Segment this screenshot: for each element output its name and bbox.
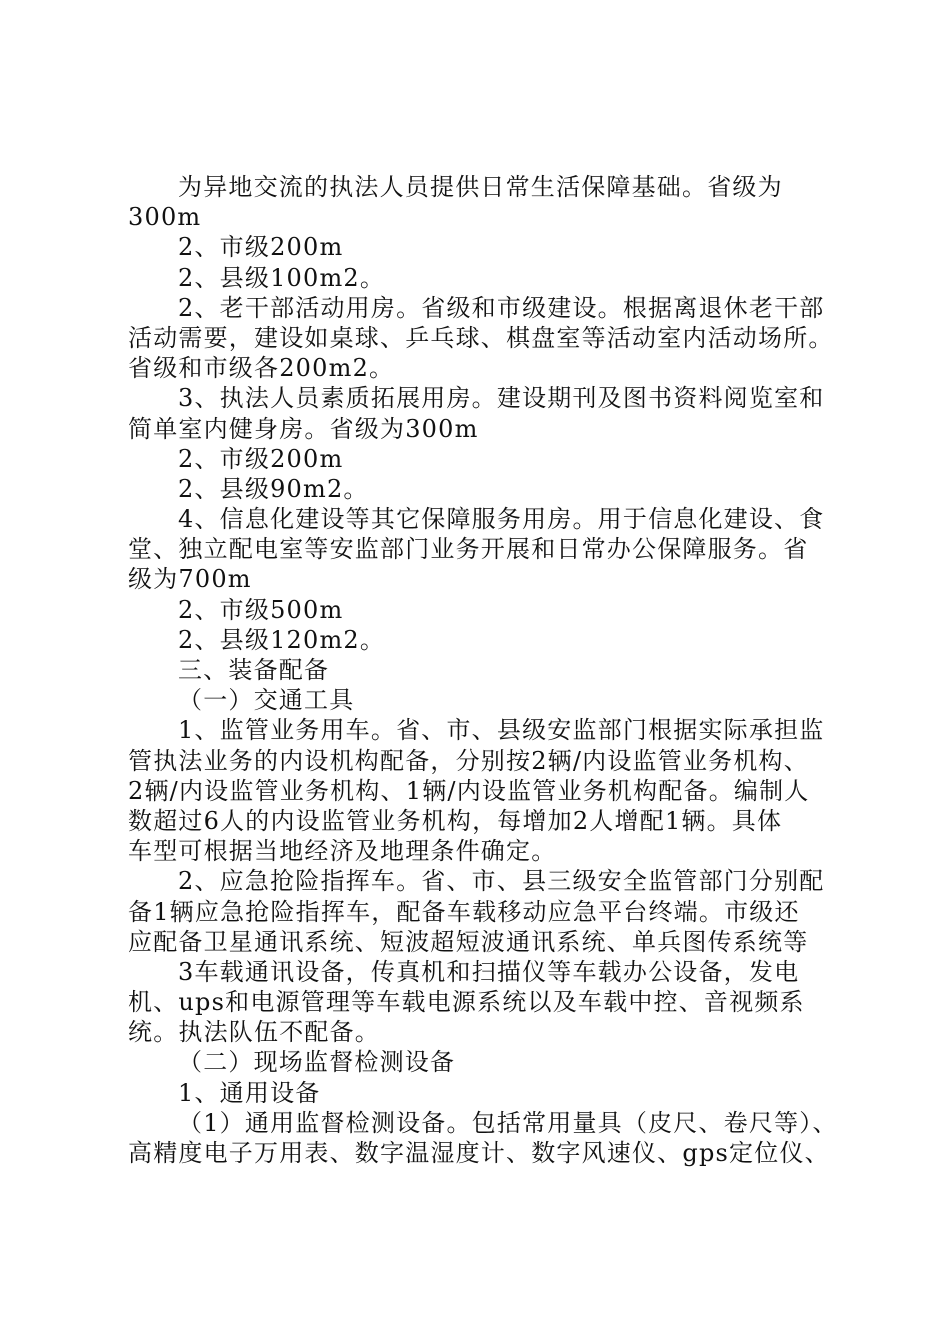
document-line: 300m	[128, 203, 202, 232]
document-line: 机、ups和电源管理等车载电源系统以及车载中控、音视频系	[128, 988, 805, 1017]
document-line: 2、老干部活动用房。省级和市级建设。根据离退休老干部	[178, 293, 825, 322]
document-line: （二）现场监督检测设备	[178, 1048, 456, 1077]
document-line: 2、县级120m2。	[178, 625, 386, 654]
document-line: 3车载通讯设备，传真机和扫描仪等车载办公设备，发电	[178, 957, 800, 986]
document-line: 三、装备配备	[178, 656, 330, 684]
document-line: 管执法业务的内设机构配备，分别按2辆/内设监管业务机构、	[128, 746, 809, 775]
document-line: 省级和市级各200m2。	[128, 354, 395, 383]
document-line: 4、信息化建设等其它保障服务用房。用于信息化建设、食	[178, 505, 825, 534]
document-line: 2、县级90m2。	[178, 474, 369, 503]
document-line: 高精度电子万用表、数字温湿度计、数字风速仪、gps定位仪、	[128, 1139, 830, 1167]
document-line: 数超过6人的内设监管业务机构，每增加2人增配1辆。具体	[128, 806, 783, 835]
document-line: 1、通用设备	[178, 1078, 321, 1107]
document-line: 2、市级200m	[178, 233, 344, 262]
document-line: （一）交通工具	[178, 686, 355, 715]
document-line: 备1辆应急抢险指挥车，配备车载移动应急平台终端。市级还	[128, 897, 800, 926]
document-line: 级为700m	[128, 565, 252, 594]
document-line: 2、市级500m	[178, 595, 344, 624]
document-line: 3、执法人员素质拓展用房。建设期刊及图书资料阅览室和	[178, 384, 825, 413]
document-line: 2、县级100m2。	[178, 263, 386, 292]
document-line: 2、市级200m	[178, 444, 344, 473]
document-body	[128, 172, 838, 1168]
document-line: 统。执法队伍不配备。	[128, 1018, 380, 1047]
document-line: 活动需要，建设如桌球、乒乓球、棋盘室等活动室内活动场所。	[128, 323, 834, 352]
document-line: 车型可根据当地经济及地理条件确定。	[128, 837, 557, 866]
document-line: 2、应急抢险指挥车。省、市、县三级安全监管部门分别配	[178, 867, 825, 896]
document-line: 1、监管业务用车。省、市、县级安监部门根据实际承担监	[178, 716, 825, 745]
document-line: （1）通用监督检测设备。包括常用量具（皮尺、卷尺等）、	[178, 1108, 838, 1137]
document-line: 简单室内健身房。省级为300m	[128, 414, 479, 443]
document-line: 应配备卫星通讯系统、短波超短波通讯系统、单兵图传系统等	[128, 927, 809, 956]
document-line: 为异地交流的执法人员提供日常生活保障基础。省级为	[178, 173, 783, 201]
document-line: 堂、独立配电室等安监部门业务开展和日常办公保障服务。省	[128, 535, 809, 564]
document-line: 2辆/内设监管业务机构、1辆/内设监管业务机构配备。编制人	[128, 776, 810, 805]
